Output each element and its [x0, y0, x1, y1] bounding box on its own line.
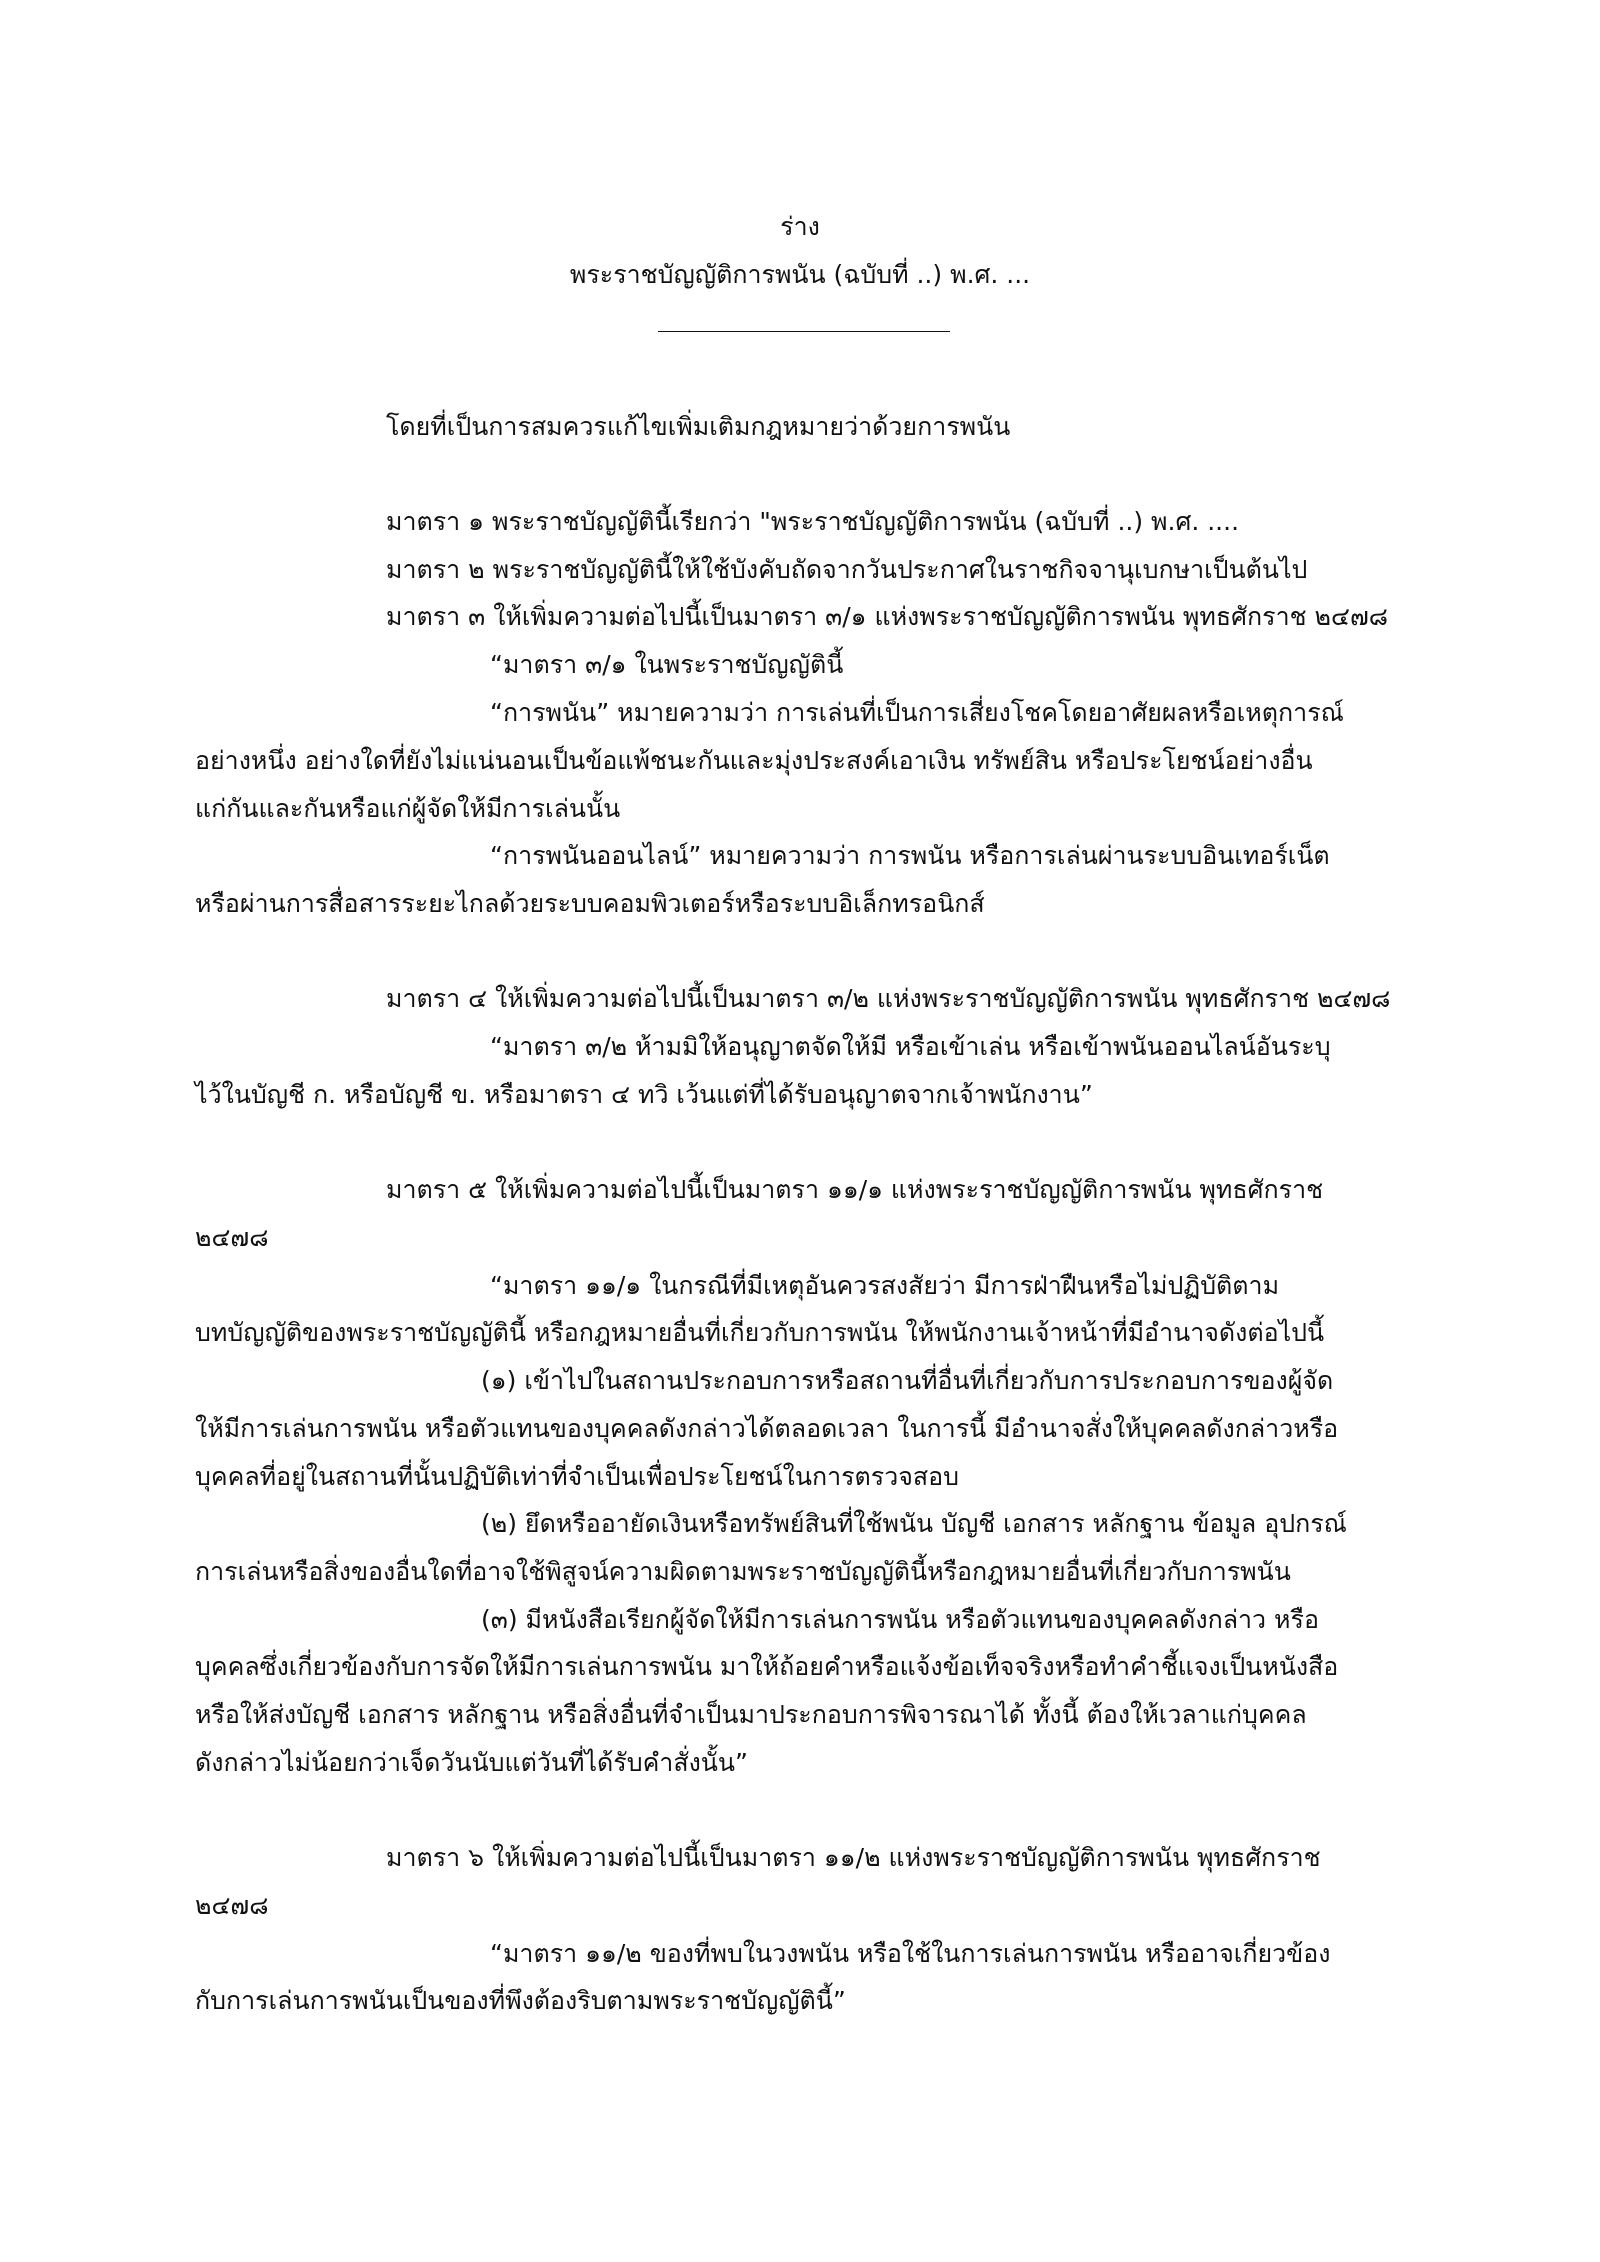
definition-gambling-cont: แก่กันและกันหรือแก่ผู้จัดให้มีการเล่นนั้น [195, 794, 621, 823]
draft-label: ร่าง [780, 212, 820, 241]
definition-online-gambling-cont: หรือผ่านการสื่อสารระยะไกลด้วยระบบคอมพิวเตอร์หรือระบบอิเล็กทรอนิกส์ [195, 889, 985, 918]
clause-2-cont: การเล่นหรือสิ่งของอื่นใดที่อาจใช้พิสูจน์ความผิดตามพระราชบัญญัตินี้หรือกฎหมายอื่นที่เกี่ยวกับการพนัน [195, 1557, 1291, 1586]
section-5: มาตรา ๕ ให้เพิ่มความต่อไปนี้เป็นมาตรา ๑๑/๑ แห่งพระราชบัญญัติการพนัน พุทธศักราช [386, 1175, 1324, 1204]
section-1: มาตรา ๑ พระราชบัญญัตินี้เรียกว่า "พระราชบัญญัติการพนัน (ฉบับที่ ..) พ.ศ. .... [386, 507, 1240, 536]
preamble: โดยที่เป็นการสมควรแก้ไขเพิ่มเติมกฎหมายว่าด้วยการพนัน [386, 412, 1011, 441]
clause-3-cont: ดังกล่าวไม่น้อยกว่าเจ็ดวันนับแต่วันที่ได้รับคำสั่งนั้น” [195, 1748, 748, 1777]
section-5-year: ๒๔๗๘ [195, 1223, 269, 1252]
definition-gambling-cont: อย่างหนึ่ง อย่างใดที่ยังไม่แน่นอนเป็นข้อแพ้ชนะกันและมุ่งประสงค์เอาเงิน ทรัพย์สิน หรือประโยชน์อย่างอื่น [195, 746, 1313, 775]
clause-1-cont: ให้มีการเล่นการพนัน หรือตัวแทนของบุคคลดังกล่าวได้ตลอดเวลา ในการนี้ มีอำนาจสั่งให้บุคคลดังกล่าวหรือ [195, 1414, 1339, 1443]
section-2: มาตรา ๒ พระราชบัญญัตินี้ให้ใช้บังคับถัดจากวันประกาศในราชกิจจานุเบกษาเป็นต้นไป [386, 555, 1308, 584]
clause-3: (๓) มีหนังสือเรียกผู้จัดให้มีการเล่นการพนัน หรือตัวแทนของบุคคลดังกล่าว หรือ [481, 1605, 1319, 1634]
clause-3-cont: บุคคลซึ่งเกี่ยวข้องกับการจัดให้มีการเล่นการพนัน มาให้ถ้อยคำหรือแจ้งข้อเท็จจริงหรือทำคำชี้แจงเป็นหนังสือ [195, 1652, 1339, 1681]
section-11-2-text: “มาตรา ๑๑/๒ ของที่พบในวงพนัน หรือใช้ในการเล่นการพนัน หรืออาจเกี่ยวข้อง [490, 1939, 1331, 1968]
section-11-2-cont: กับการเล่นการพนันเป็นของที่พึงต้องริบตามพระราชบัญญัตินี้” [195, 1986, 846, 2015]
clause-3-cont: หรือให้ส่งบัญชี เอกสาร หลักฐาน หรือสิ่งอื่นที่จำเป็นมาประกอบการพิจารณาได้ ทั้งนี้ ต้องให้เวลาแก่บุคคล [195, 1700, 1307, 1729]
clause-1: (๑) เข้าไปในสถานประกอบการหรือสถานที่อื่นที่เกี่ยวกับการประกอบการของผู้จัด [481, 1366, 1334, 1395]
section-6: มาตรา ๖ ให้เพิ่มความต่อไปนี้เป็นมาตรา ๑๑/๒ แห่งพระราชบัญญัติการพนัน พุทธศักราช [386, 1843, 1321, 1872]
definition-gambling: “การพนัน” หมายความว่า การเล่นที่เป็นการเสี่ยงโชคโดยอาศัยผลหรือเหตุการณ์ [490, 698, 1344, 727]
section-11-1-cont: บทบัญญัติของพระราชบัญญัตินี้ หรือกฎหมายอื่นที่เกี่ยวกับการพนัน ให้พนักงานเจ้าหน้าที่มีอำนาจดังต่อไปนี้ [195, 1318, 1325, 1347]
section-3: มาตรา ๓ ให้เพิ่มความต่อไปนี้เป็นมาตรา ๓/๑ แห่งพระราชบัญญัติการพนัน พุทธศักราช ๒๔๗๘ [386, 602, 1389, 631]
clause-2: (๒) ยึดหรืออายัดเงินหรือทรัพย์สินที่ใช้พนัน บัญชี เอกสาร หลักฐาน ข้อมูล อุปกรณ์ [481, 1509, 1347, 1538]
document-title: พระราชบัญญัติการพนัน (ฉบับที่ ..) พ.ศ. ... [569, 260, 1031, 289]
title-divider [658, 331, 950, 332]
clause-1-cont: บุคคลที่อยู่ในสถานที่นั้นปฏิบัติเท่าที่จำเป็นเพื่อประโยชน์ในการตรวจสอบ [195, 1462, 960, 1491]
section-4: มาตรา ๔ ให้เพิ่มความต่อไปนี้เป็นมาตรา ๓/๒ แห่งพระราชบัญญัติการพนัน พุทธศักราช ๒๔๗๘ [386, 984, 1391, 1013]
section-3-2-cont: ไว้ในบัญชี ก. หรือบัญชี ข. หรือมาตรา ๔ ทวิ เว้นแต่ที่ได้รับอนุญาตจากเจ้าพนักงาน” [195, 1080, 1093, 1109]
section-6-year: ๒๔๗๘ [195, 1891, 269, 1920]
section-3-2-text: “มาตรา ๓/๒ ห้ามมิให้อนุญาตจัดให้มี หรือเข้าเล่น หรือเข้าพนันออนไลน์อันระบุ [490, 1032, 1331, 1061]
section-3-1-heading: “มาตรา ๓/๑ ในพระราชบัญญัตินี้ [490, 650, 844, 679]
section-11-1-text: “มาตรา ๑๑/๑ ในกรณีที่มีเหตุอันควรสงสัยว่า มีการฝ่าฝืนหรือไม่ปฏิบัติตาม [490, 1271, 1280, 1300]
definition-online-gambling: “การพนันออนไลน์” หมายความว่า การพนัน หรือการเล่นผ่านระบบอินเทอร์เน็ต [490, 841, 1330, 870]
